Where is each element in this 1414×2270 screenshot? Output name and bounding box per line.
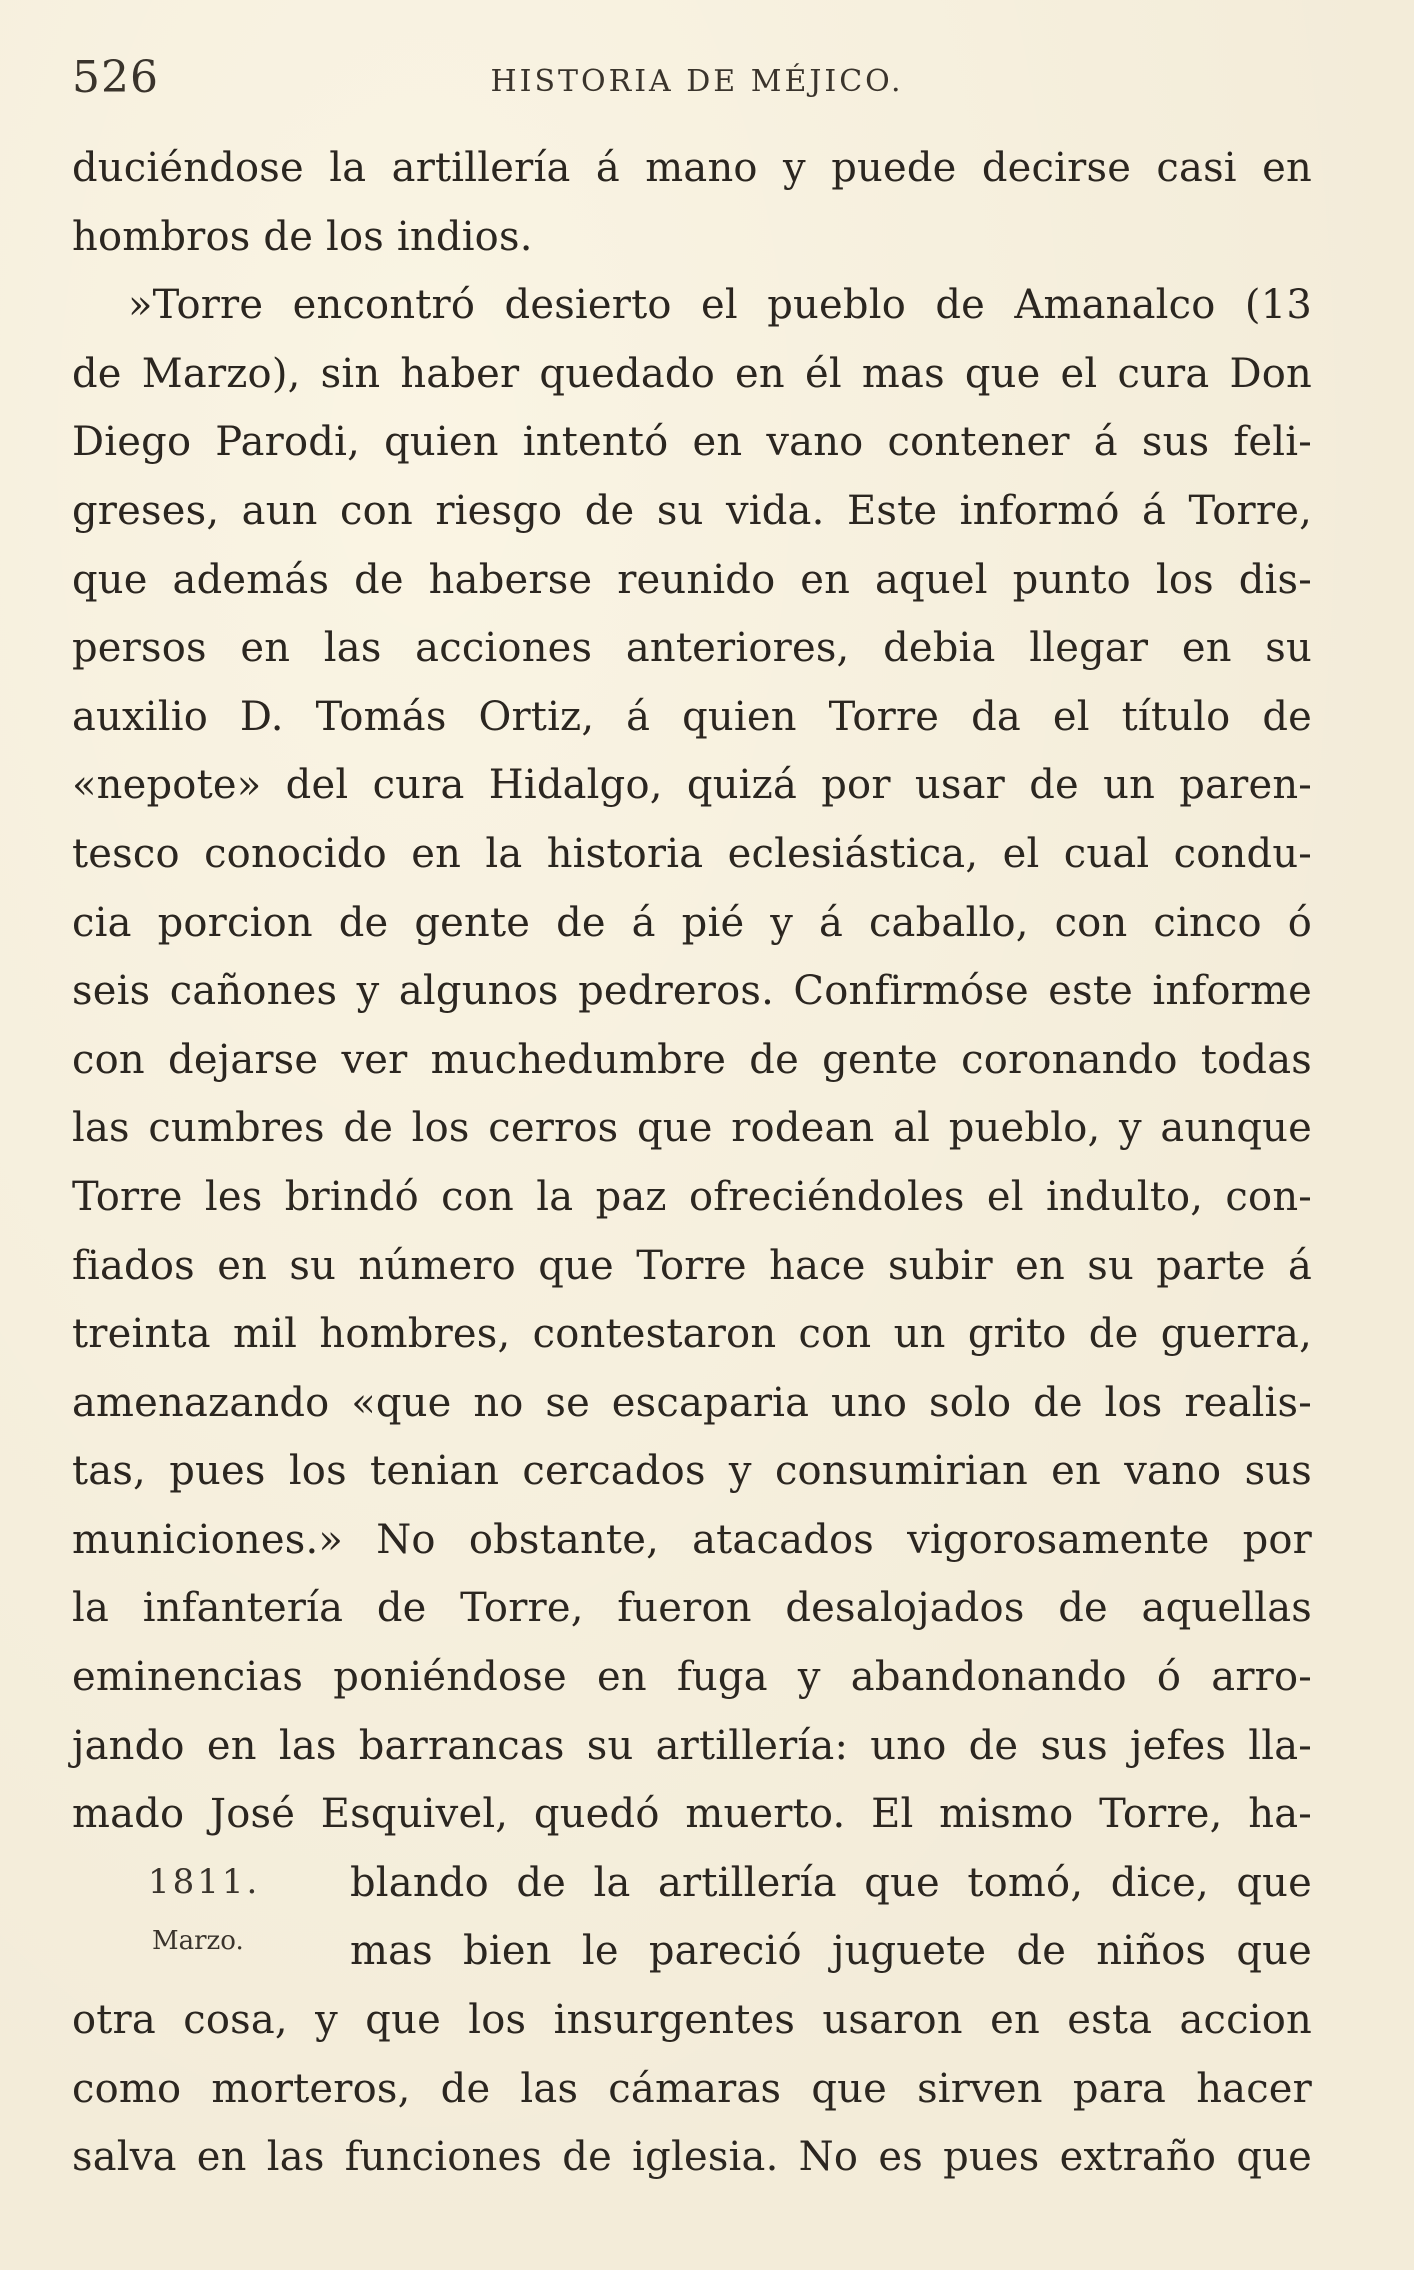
page-number: 526: [72, 52, 159, 103]
text-line: seis cañones y algunos pedreros. Confirmóse este informe: [72, 968, 1312, 1015]
text-line: auxilio D. Tomás Ortiz, á quien Torre da el título de: [72, 693, 1312, 740]
text-line: amenazando «que no se escaparia uno solo de los realis-: [72, 1379, 1312, 1426]
text-line: tas, pues los tenian cercados y consumirian en vano sus: [72, 1448, 1312, 1495]
running-head: [72, 52, 1322, 112]
text-line: de Marzo), sin haber quedado en él mas que el cura Don: [72, 350, 1312, 397]
text-line: duciéndose la artillería á mano y puede decirse casi en: [72, 145, 1312, 191]
text-line: como morteros, de las cámaras que sirven para hacer: [72, 2065, 1312, 2112]
running-title: HISTORIA DE MÉJICO.: [490, 64, 904, 99]
text-line: municiones.» No obstante, atacados vigorosamente por: [72, 1516, 1312, 1563]
text-line: Diego Parodi, quien intentó en vano contener á sus feli-: [72, 419, 1312, 466]
margin-note-month: Marzo.: [152, 1926, 244, 1956]
text-line: mas bien le pareció juguete de niños que: [350, 1928, 1312, 1975]
text-line: que además de haberse reunido en aquel punto los dis-: [72, 556, 1312, 603]
margin-note-year: 1811.: [148, 1862, 261, 1902]
text-line: las cumbres de los cerros que rodean al pueblo, y aunque: [72, 1105, 1312, 1152]
text-line: Torre les brindó con la paz ofreciéndoles el indulto, con-: [72, 1173, 1312, 1220]
text-line: blando de la artillería que tomó, dice, que: [350, 1859, 1312, 1906]
text-line: eminencias poniéndose en fuga y abandonando ó arro-: [72, 1654, 1312, 1701]
text-line: treinta mil hombres, contestaron con un grito de guerra,: [72, 1311, 1312, 1358]
text-line: fiados en su número que Torre hace subir en su parte á: [72, 1242, 1312, 1289]
text-line: «nepote» del cura Hidalgo, quizá por usar de un paren-: [72, 762, 1312, 809]
text-line: cia porcion de gente de á pié y á caballo, con cinco ó: [72, 899, 1312, 946]
text-line: greses, aun con riesgo de su vida. Este informó á Torre,: [72, 487, 1312, 534]
text-line: jando en las barrancas su artillería: uno de sus jefes lla-: [72, 1722, 1312, 1769]
text-line: otra cosa, y que los insurgentes usaron en esta accion: [72, 1997, 1312, 2044]
text-line: mado José Esquivel, quedó muerto. El mismo Torre, ha-: [72, 1791, 1312, 1838]
text-line: con dejarse ver muchedumbre de gente coronando todas: [72, 1036, 1312, 1083]
text-line: la infantería de Torre, fueron desalojados de aquellas: [72, 1585, 1312, 1632]
text-line: tesco conocido en la historia eclesiástica, el cual condu-: [72, 830, 1312, 877]
text-line: persos en las acciones anteriores, debia llegar en su: [72, 625, 1312, 672]
text-line: salva en las funciones de iglesia. No es pues extraño que: [72, 2134, 1312, 2181]
text-line: »Torre encontró desierto el pueblo de Amanalco (13: [128, 282, 1312, 329]
text-line: hombros de los indios.: [72, 213, 533, 260]
